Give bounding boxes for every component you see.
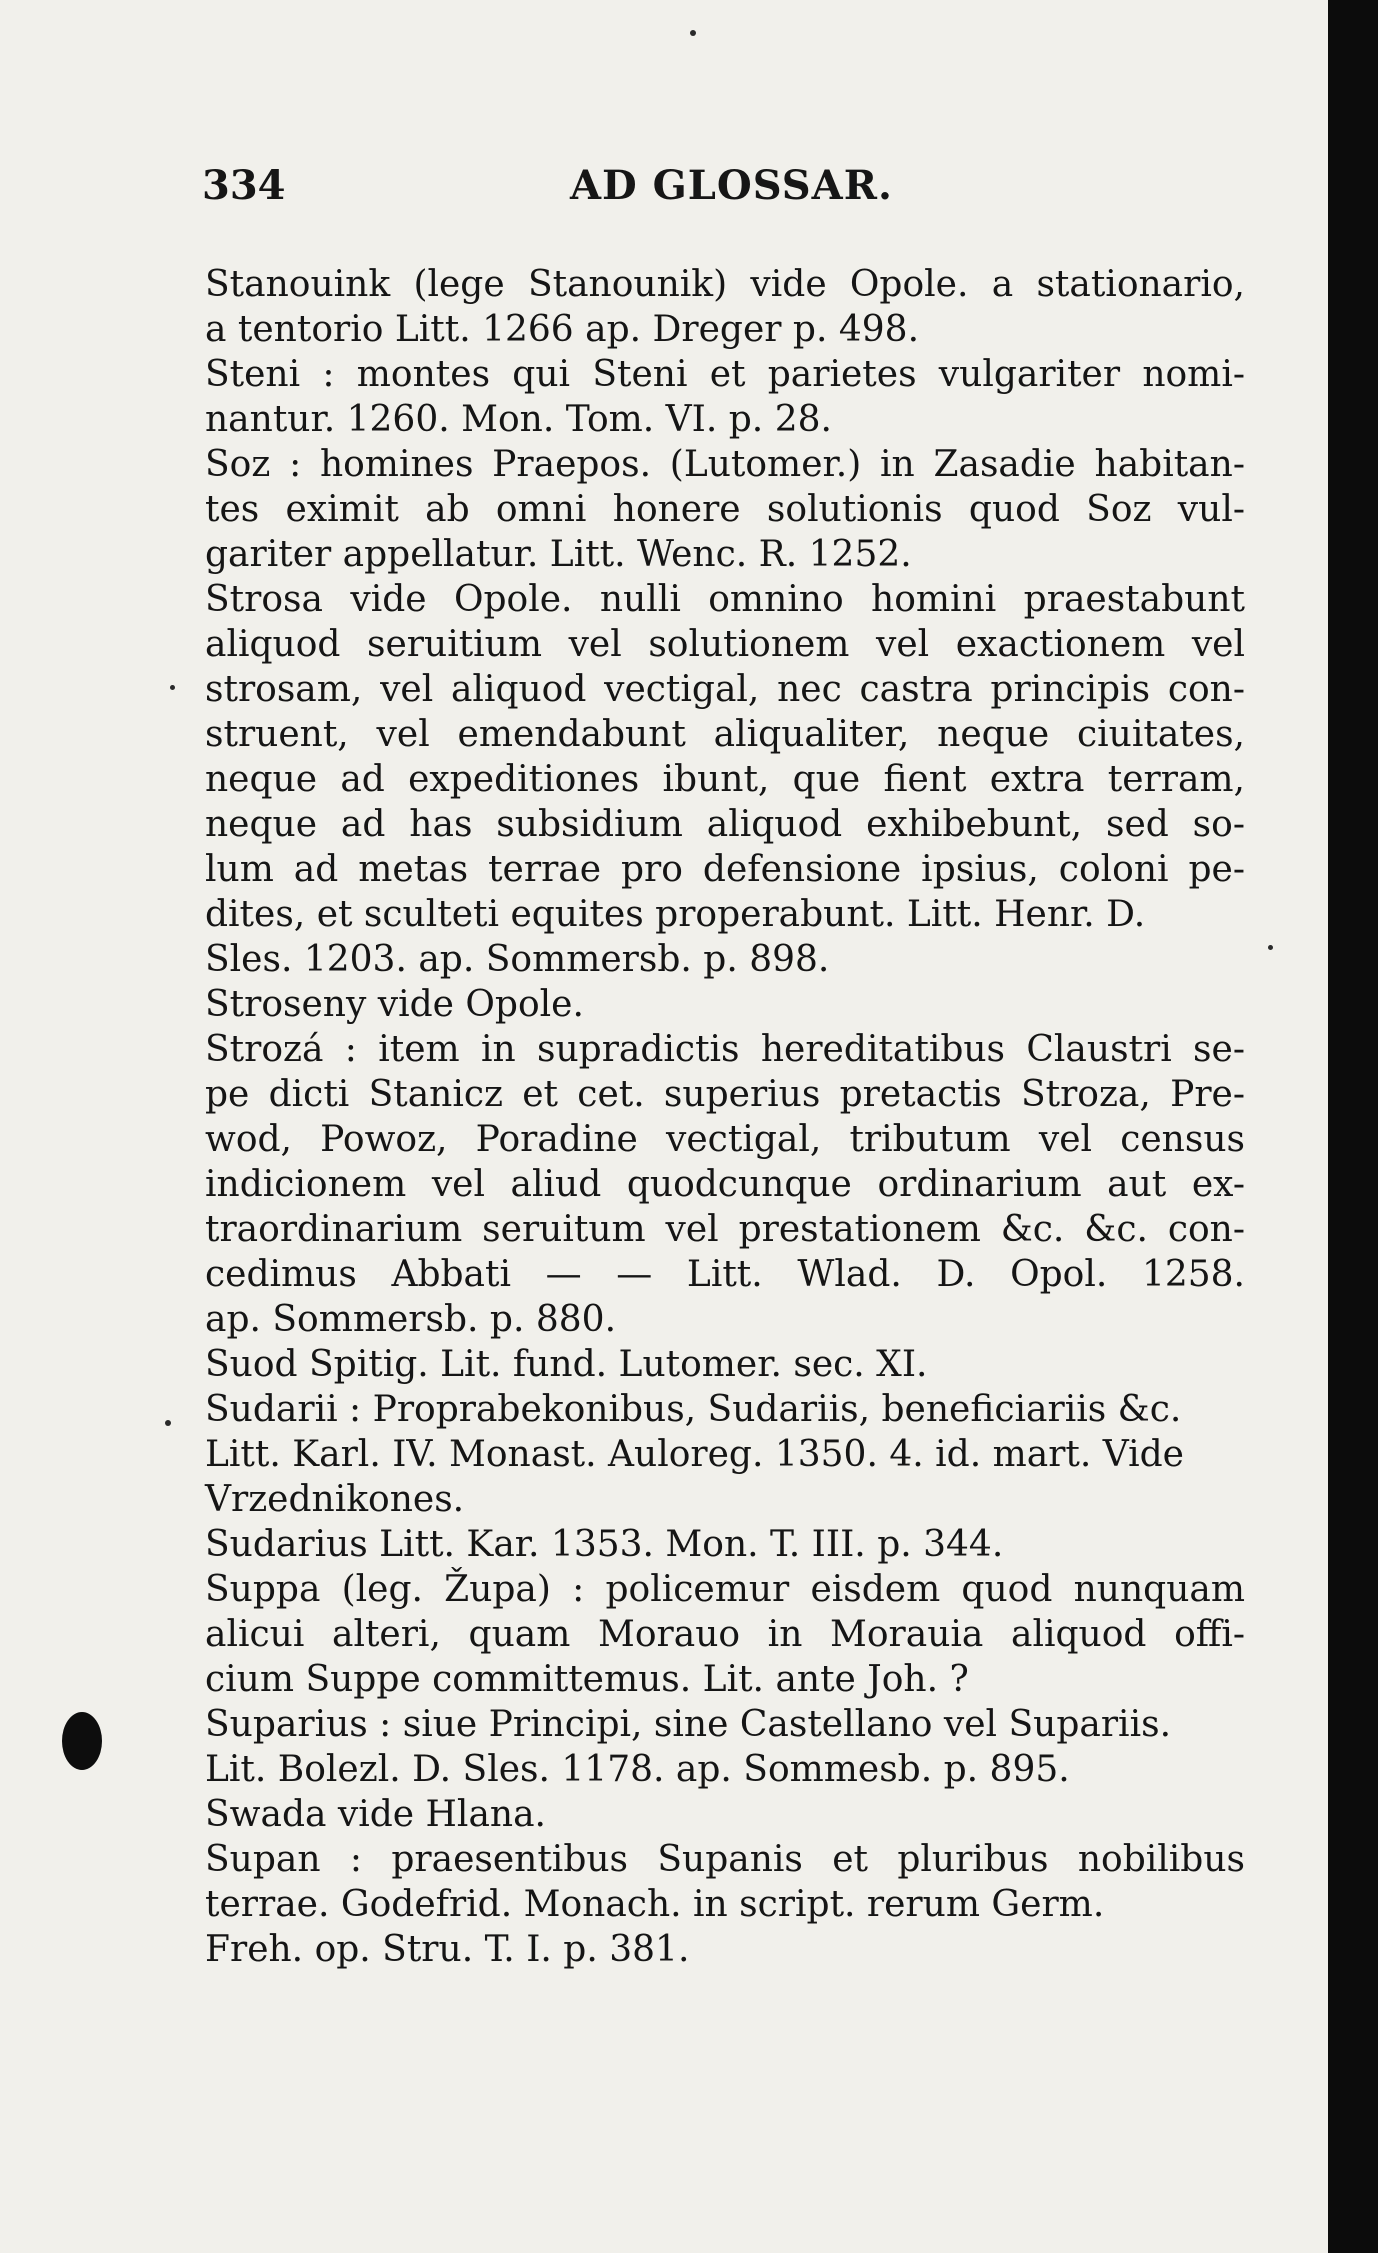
ink-speck (170, 685, 175, 690)
running-head: AD GLOSSAR. (570, 162, 893, 209)
text-line: Strosa vide Opole. nulli omnino homini praestabunt (205, 579, 1245, 620)
page-header (200, 162, 900, 222)
text-line: Soz : homines Praepos. (Lutomer.) in Zasadie habitan- (205, 444, 1245, 485)
text-line: Steni : montes qui Steni et parietes vulgariter nomi- (205, 354, 1245, 395)
ink-blot (62, 1712, 102, 1770)
text-line: wod, Powoz, Poradine vectigal, tributum vel census (205, 1119, 1245, 1160)
text-line: strosam, vel aliquod vectigal, nec castra principis con- (205, 669, 1245, 710)
text-line: Suparius : siue Principi, sine Castellano vel Supariis. (205, 1704, 1172, 1745)
page-edge-shadow (1328, 0, 1378, 2253)
text-line: Lit. Bolezl. D. Sles. 1178. ap. Sommesb. p. 895. (205, 1749, 1070, 1790)
ink-speck (1268, 945, 1273, 950)
text-line: tes eximit ab omni honere solutionis quod Soz vul- (205, 489, 1245, 530)
text-line: Suod Spitig. Lit. fund. Lutomer. sec. XI. (205, 1344, 928, 1385)
text-line: neque ad has subsidium aliquod exhibebunt, sed so- (205, 804, 1245, 845)
text-line: terrae. Godefrid. Monach. in script. rerum Germ. (205, 1884, 1105, 1925)
text-line: Supan : praesentibus Supanis et pluribus nobilibus (205, 1839, 1245, 1880)
text-line: Stroseny vide Opole. (205, 984, 584, 1025)
ink-speck (165, 1420, 171, 1426)
text-line: a tentorio Litt. 1266 ap. Dreger p. 498. (205, 309, 920, 350)
text-line: cedimus Abbati — — Litt. Wlad. D. Opol. 1258. (205, 1254, 1245, 1295)
text-line: Vrzednikones. (205, 1479, 465, 1520)
text-line: Sles. 1203. ap. Sommersb. p. 898. (205, 939, 830, 980)
text-line: Sudarii : Proprabekonibus, Sudariis, beneficiariis &c. (205, 1389, 1182, 1430)
text-line: indicionem vel aliud quodcunque ordinarium aut ex- (205, 1164, 1245, 1205)
text-line: Sudarius Litt. Kar. 1353. Mon. T. III. p. 344. (205, 1524, 1004, 1565)
text-line: aliquod seruitium vel solutionem vel exactionem vel (205, 624, 1245, 665)
text-line: gariter appellatur. Litt. Wenc. R. 1252. (205, 534, 912, 575)
glossary-text (205, 262, 1245, 1972)
text-line: alicui alteri, quam Morauo in Morauia aliquod offi- (205, 1614, 1245, 1655)
text-line: nantur. 1260. Mon. Tom. VI. p. 28. (205, 399, 832, 440)
text-line: Freh. op. Stru. T. I. p. 381. (205, 1929, 690, 1970)
ink-speck (690, 30, 696, 36)
text-line: Litt. Karl. IV. Monast. Auloreg. 1350. 4. id. mart. Vide (205, 1434, 1184, 1475)
text-line: Stanouink (lege Stanounik) vide Opole. a stationario, (205, 264, 1245, 305)
text-line: cium Suppe committemus. Lit. ante Joh. ? (205, 1659, 969, 1700)
text-line: neque ad expeditiones ibunt, que fient extra terram, (205, 759, 1245, 800)
text-line: Swada vide Hlana. (205, 1794, 546, 1835)
text-line: Strozá : item in supradictis hereditatibus Claustri se- (205, 1029, 1245, 1070)
text-line: dites, et sculteti equites properabunt. Litt. Henr. D. (205, 894, 1146, 935)
text-line: struent, vel emendabunt aliqualiter, neque ciuitates, (205, 714, 1245, 755)
text-line: Suppa (leg. Župa) : policemur eisdem quod nunquam (205, 1569, 1245, 1610)
text-line: ap. Sommersb. p. 880. (205, 1299, 617, 1340)
text-line: pe dicti Stanicz et cet. superius pretactis Stroza, Pre- (205, 1074, 1245, 1115)
text-line: lum ad metas terrae pro defensione ipsius, coloni pe- (205, 849, 1245, 890)
text-line: traordinarium seruitum vel prestationem &c. &c. con- (205, 1209, 1245, 1250)
page-number: 334 (202, 162, 286, 209)
